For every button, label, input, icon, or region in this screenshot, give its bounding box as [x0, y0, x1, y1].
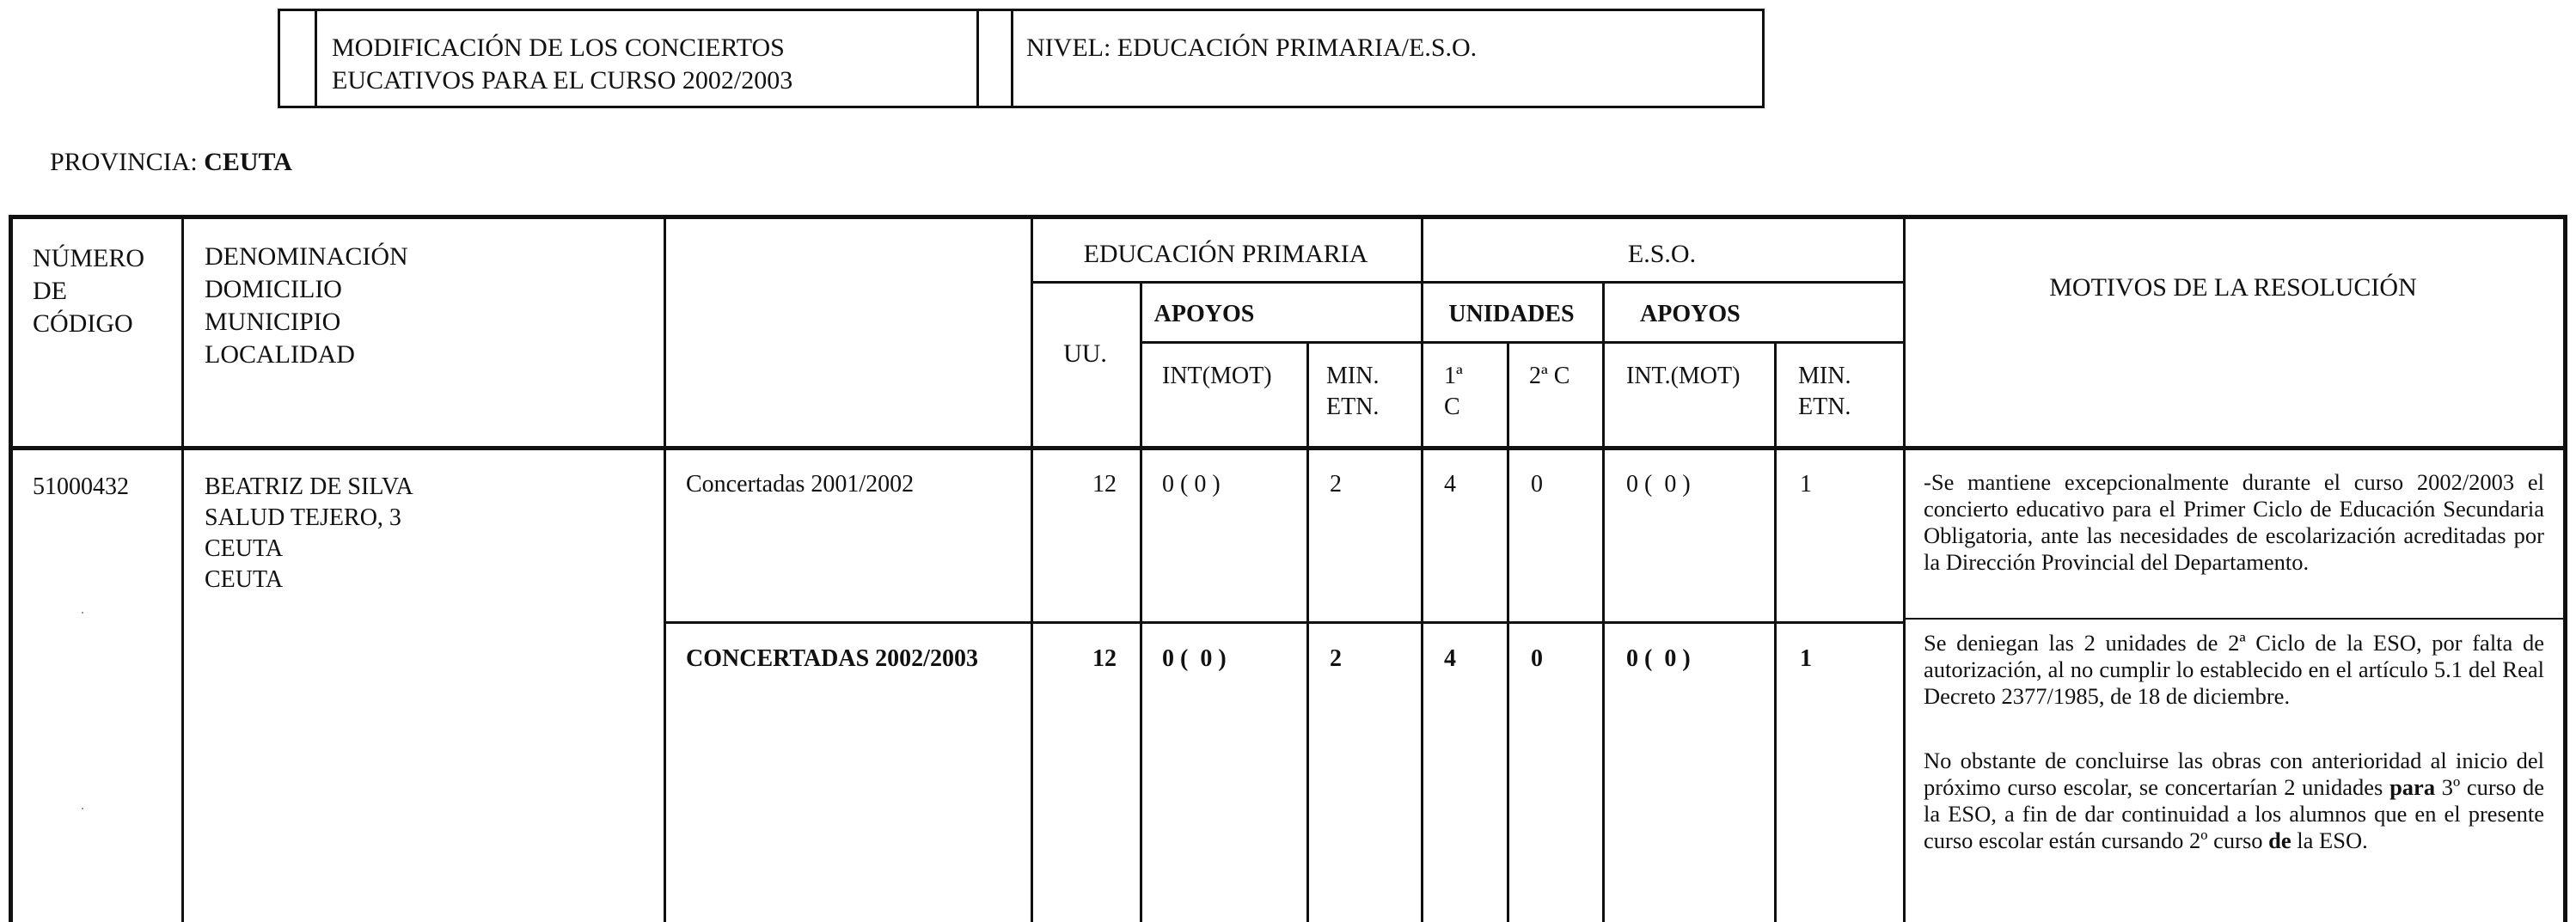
title-line: EUCATIVOS PARA EL CURSO 2002/2003 — [332, 66, 793, 95]
header-divider — [976, 11, 979, 106]
c2-value: 0 — [1531, 645, 1543, 672]
grid-line — [1031, 215, 1033, 922]
header-text: DE — [33, 277, 67, 305]
header-eso: E.S.O. — [1627, 240, 1697, 268]
motivo-text: 3º curso de la ESO, a fin de dar continuidad a los alumnos que en el presente curso escolar están cursando 2º curso — [1924, 774, 2544, 853]
header-uu: UU. — [1063, 339, 1107, 368]
domicilio: SALUD TEJERO, 3 — [205, 504, 401, 531]
header-text: CÓDIGO — [33, 309, 133, 338]
header-text: MUNICIPIO — [205, 308, 341, 336]
header-apoyos-eso: APOYOS — [1640, 301, 1741, 327]
header-min-etn — [1326, 361, 1379, 423]
header-2c: 2ª C — [1529, 363, 1570, 389]
document-title — [332, 32, 792, 97]
nivel-label: NIVEL: EDUCACIÓN PRIMARIA/E.S.O. — [1026, 34, 1478, 62]
grid-line — [1903, 618, 2567, 620]
table-border — [9, 215, 13, 922]
header-1c — [1444, 361, 1463, 423]
header-box — [278, 9, 1765, 108]
grid-line — [1903, 215, 1906, 922]
provincia-value: CEUTA — [204, 148, 292, 176]
header-text: NÚMERO — [33, 244, 145, 272]
grid-line — [1774, 341, 1777, 922]
header-apoyos: APOYOS — [1153, 301, 1255, 327]
int-mot-value: 0 ( 0 ) — [1162, 645, 1227, 672]
int-mot-value: 0 ( 0 ) — [1162, 471, 1221, 498]
grid-line — [1306, 341, 1309, 922]
table-border — [9, 215, 2567, 219]
min-etn-value: 2 — [1330, 645, 1342, 672]
provincia-label: PROVINCIA: — [50, 148, 198, 176]
header-text: MIN. — [1798, 363, 1851, 389]
grid-line — [181, 215, 184, 922]
min-etn-value: 2 — [1330, 471, 1342, 498]
header-text: 1ª — [1444, 363, 1463, 389]
grid-line — [664, 215, 666, 922]
row-label: CONCERTADAS 2002/2003 — [686, 645, 978, 672]
header-min-etn-eso — [1798, 361, 1851, 423]
motivo-text: de — [2268, 827, 2291, 853]
c1-value: 4 — [1444, 471, 1456, 498]
header-denominacion — [205, 241, 408, 371]
grid-line — [1507, 341, 1509, 922]
grid-line — [1031, 281, 1903, 284]
header-text: ETN. — [1326, 394, 1380, 420]
header-text: ETN. — [1798, 394, 1851, 420]
motivo-text: para — [2389, 774, 2436, 800]
grid-line — [1602, 281, 1605, 922]
row-label: Concertadas 2001/2002 — [686, 471, 915, 498]
header-motivos: MOTIVOS DE LA RESOLUCIÓN — [2049, 273, 2417, 302]
uu-value: 12 — [1092, 471, 1117, 498]
grid-line — [1140, 281, 1142, 922]
c1-value: 4 — [1444, 645, 1456, 672]
title-line: MODIFICACIÓN DE LOS CONCIERTOS — [332, 34, 785, 62]
header-text: MIN. — [1326, 363, 1380, 389]
header-text: C — [1444, 394, 1460, 420]
localidad: CEUTA — [205, 566, 284, 593]
scan-dot — [82, 612, 83, 614]
min-etn-eso-value: 1 — [1800, 645, 1812, 672]
grid-line — [664, 621, 1903, 624]
motivo-paragraph: Se deniegan las 2 unidades de 2ª Ciclo de la ESO, por falta de autorización, al no cumplir lo establecido en el artículo 5.1 del Real Decreto 2377/1985, de 18 de diciembre. — [1924, 630, 2544, 709]
motivo-text: la ESO. — [2291, 827, 2368, 853]
header-divider — [315, 11, 317, 106]
header-text: DOMICILIO — [205, 275, 342, 303]
motivo-paragraph: -Se mantiene excepcionalmente durante el curso 2002/2003 el concierto educativo para el Primer Ciclo de Educación Secundaria Obligatoria, ante las necesidades de escolarización acreditadas por la Dirección Provincial del Departamento. — [1924, 469, 2544, 575]
motivo-text: No obstante de concluirse las obras con anterioridad al inicio del próximo curso escolar, se concertarían 2 unidades — [1924, 748, 2544, 800]
header-educacion-primaria: EDUCACIÓN PRIMARIA — [1083, 240, 1368, 268]
table-border — [2563, 215, 2567, 922]
min-etn-eso-value: 1 — [1800, 471, 1812, 498]
int-mot-eso-value: 0 ( 0 ) — [1626, 645, 1691, 672]
uu-value: 12 — [1092, 645, 1117, 672]
header-unidades: UNIDADES — [1448, 301, 1575, 327]
header-text: LOCALIDAD — [205, 340, 355, 369]
denominacion: BEATRIZ DE SILVA — [205, 473, 413, 500]
codigo: 51000432 — [33, 473, 129, 500]
header-text: DENOMINACIÓN — [205, 242, 408, 271]
c2-value: 0 — [1531, 471, 1543, 498]
scan-dot — [82, 808, 83, 809]
header-divider — [1011, 11, 1013, 106]
provincia — [50, 148, 292, 177]
denominacion-block — [205, 472, 413, 595]
table-border — [9, 446, 2567, 450]
municipio: CEUTA — [205, 535, 284, 562]
header-numero — [33, 242, 144, 340]
grid-line — [1140, 341, 1903, 344]
motivo-paragraph — [1924, 748, 2544, 854]
header-int-mot: INT(MOT) — [1162, 363, 1272, 389]
header-int-mot-eso: INT.(MOT) — [1626, 363, 1741, 389]
int-mot-eso-value: 0 ( 0 ) — [1626, 471, 1691, 498]
